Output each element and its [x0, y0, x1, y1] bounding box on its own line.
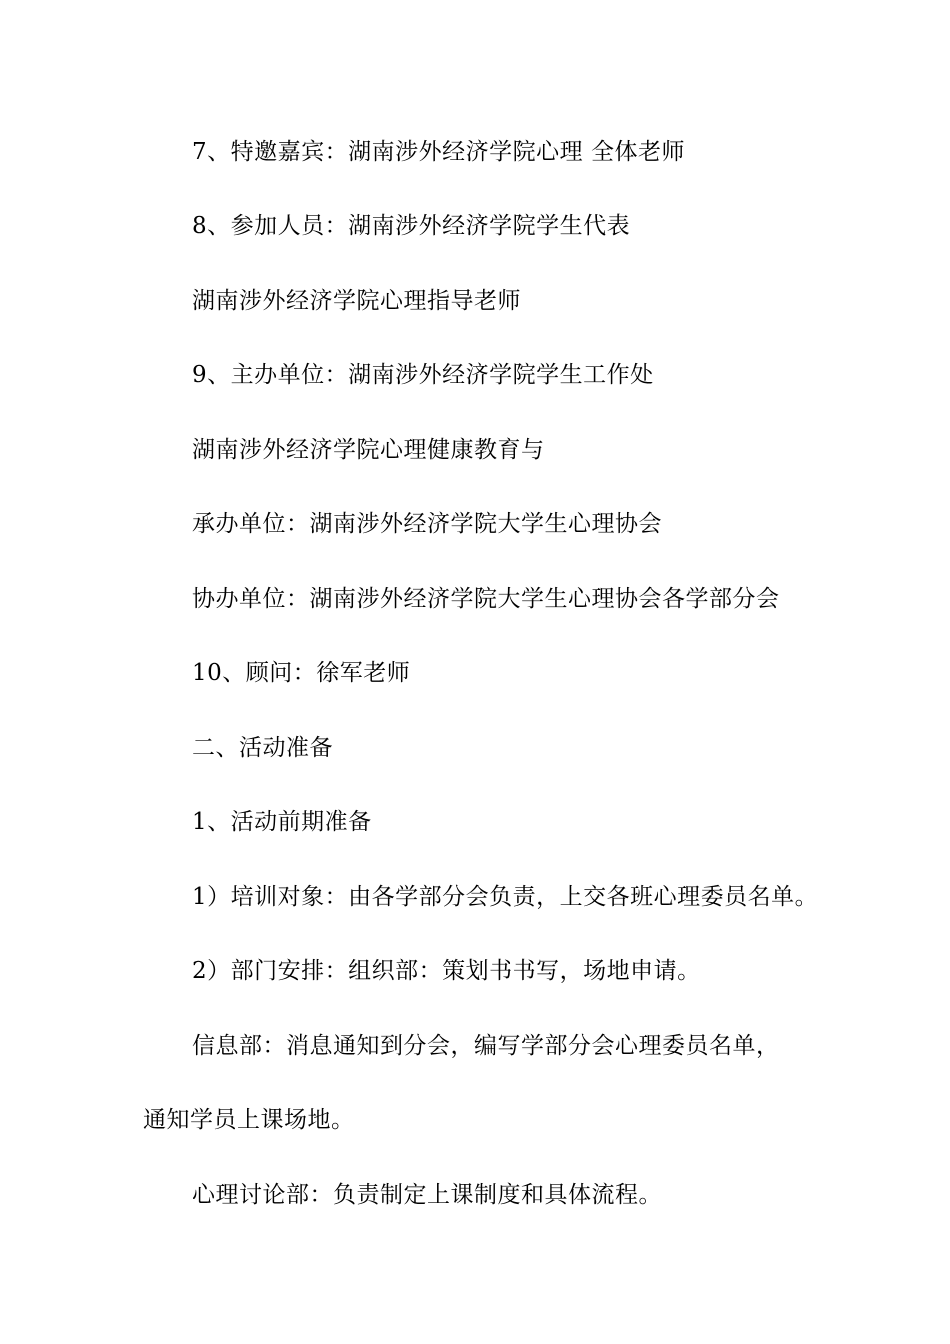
- line-organizer: 承办单位：湖南涉外经济学院大学生心理协会: [192, 511, 662, 537]
- line-special-guests: 7、特邀嘉宾：湖南涉外经济学院心理 全体老师: [192, 139, 685, 165]
- section-heading-preparation: 二、活动准备: [192, 735, 333, 761]
- subsection-heading-early-prep: 1、活动前期准备: [192, 809, 372, 835]
- line-co-organizer: 协办单位：湖南涉外经济学院大学生心理协会各学部分会: [192, 586, 780, 612]
- line-participants: 8、参加人员：湖南涉外经济学院学生代表: [192, 213, 631, 239]
- line-discussion-department: 心理讨论部：负责制定上课制度和具体流程。: [192, 1182, 662, 1208]
- line-host-unit: 9、主办单位：湖南涉外经济学院学生工作处: [192, 362, 654, 388]
- line-advisor: 10、顾问：徐军老师: [192, 660, 411, 686]
- line-info-department: 信息部：消息通知到分会，编写学部分会心理委员名单，: [192, 1033, 780, 1059]
- line-info-department-cont: 通知学员上课场地。: [143, 1107, 355, 1133]
- line-participants-cont: 湖南涉外经济学院心理指导老师: [192, 288, 521, 314]
- line-department-arrangement: 2）部门安排：组织部：策划书书写，场地申请。: [192, 958, 701, 984]
- line-host-unit-cont: 湖南涉外经济学院心理健康教育与: [192, 437, 545, 463]
- line-training-target: 1）培训对象：由各学部分会负责，上交各班心理委员名单。: [192, 884, 819, 910]
